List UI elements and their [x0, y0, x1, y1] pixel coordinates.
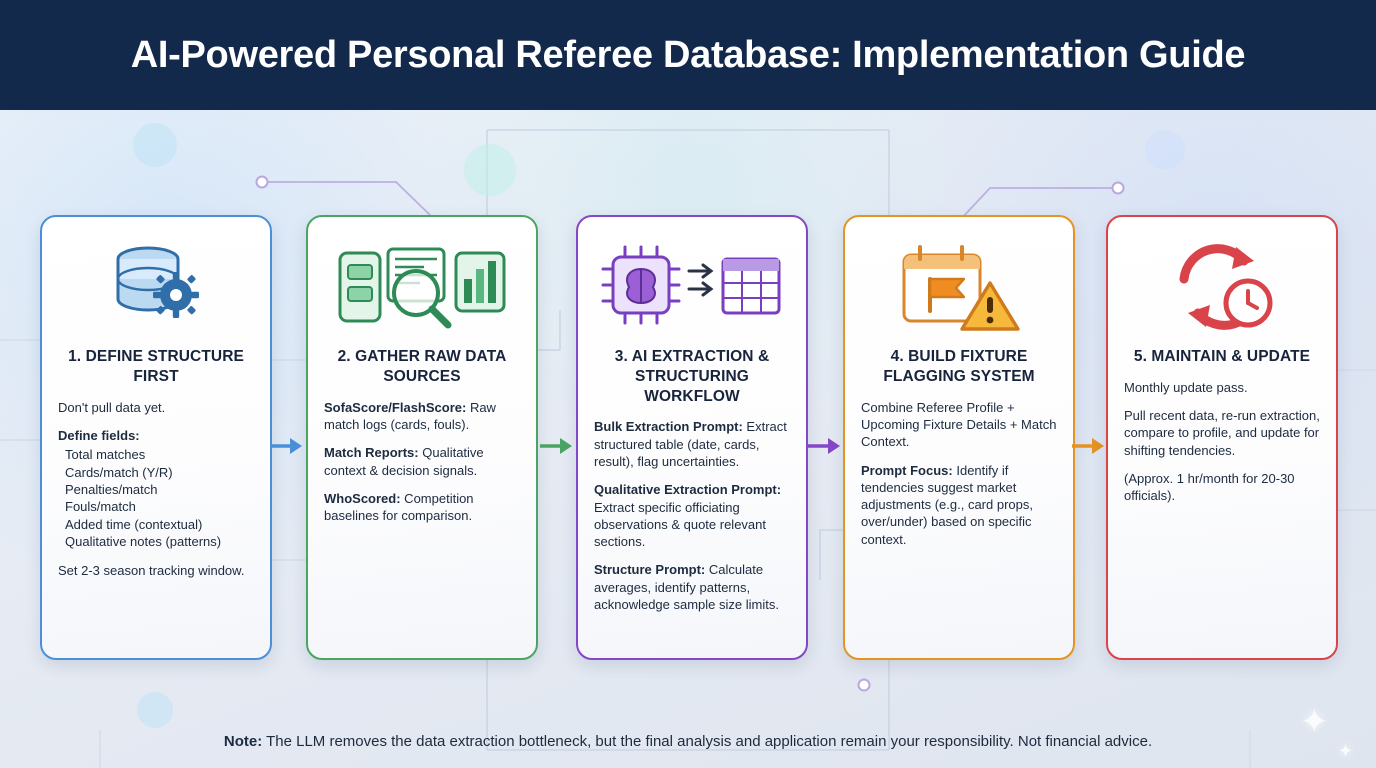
- diagram-canvas: [0, 110, 1376, 768]
- prompt-text: Identify if tendencies suggest market adjustments (e.g., card props, over/under) based on specific context.: [861, 462, 1033, 547]
- refresh-clock-icon: [1124, 231, 1320, 343]
- prompt-structure: [594, 561, 790, 613]
- source-text: Competition baselines for comparison.: [324, 490, 474, 524]
- source-label: Match Reports:: [324, 445, 419, 461]
- page-title: AI-Powered Personal Referee Database: Implementation Guide: [130, 33, 1246, 76]
- step-title: 3. AI EXTRACTION & STRUCTURING WORKFLOW: [614, 348, 770, 405]
- step-paragraph: Combine Referee Profile + Upcoming Fixture Details + Match Context.: [861, 399, 1057, 450]
- list-item: Penalties/match: [65, 482, 158, 498]
- mobile-search-chart-icon: [324, 231, 520, 343]
- database-gear-icon: [58, 231, 254, 343]
- step-field-list: [58, 427, 254, 551]
- prompt-label: Qualitative Extraction Prompt:: [594, 482, 782, 498]
- sparkle-icon: ✦: [1300, 703, 1329, 741]
- source-match-reports: [324, 444, 520, 479]
- field-list: [58, 446, 254, 550]
- step-body: [58, 399, 254, 579]
- step-body: [1124, 379, 1320, 505]
- step-card-define-structure[interactable]: [40, 215, 272, 660]
- prompt-label: Prompt Focus:: [861, 462, 953, 478]
- step-body: [861, 399, 1057, 548]
- step-title: 4. BUILD FIXTURE FLAGGING SYSTEM: [883, 348, 1035, 385]
- source-label: WhoScored:: [324, 490, 401, 506]
- prompt-bulk-extraction: [594, 418, 790, 470]
- prompt-label: Bulk Extraction Prompt:: [594, 419, 743, 435]
- step-card-maintain-update[interactable]: [1106, 215, 1338, 660]
- list-item: Qualitative notes (patterns): [65, 534, 222, 550]
- source-label: SofaScore/FlashScore:: [324, 399, 467, 415]
- list-item: Fouls/match: [65, 499, 136, 515]
- list-item: Cards/match (Y/R): [65, 464, 173, 480]
- step-body: [594, 418, 790, 613]
- sparkle-icon-small: ✦: [1338, 741, 1354, 761]
- source-sofascore: [324, 399, 520, 434]
- step-title: 5. MAINTAIN & UPDATE: [1133, 348, 1311, 365]
- arrow-step1-to-step2: [270, 435, 304, 457]
- step-paragraph: Set 2-3 season tracking window.: [58, 562, 245, 578]
- step-card-gather-data[interactable]: [306, 215, 538, 660]
- prompt-focus: [861, 462, 1057, 548]
- prompt-label: Structure Prompt:: [594, 562, 706, 578]
- source-whoscored: [324, 490, 520, 525]
- step-card-fixture-flagging[interactable]: [843, 215, 1075, 660]
- step-paragraph: (Approx. 1 hr/month for 20-30 officials).: [1124, 470, 1295, 504]
- step-title: 1. DEFINE STRUCTURE FIRST: [68, 348, 244, 385]
- page-header: [0, 0, 1376, 110]
- step-title: 2. GATHER RAW DATA SOURCES: [337, 348, 507, 385]
- step-paragraph: Pull recent data, re-run extraction, compare to profile, and update for shifting tendencies.: [1124, 408, 1320, 458]
- list-item: Total matches: [65, 447, 146, 463]
- source-text: Qualitative context & decision signals.: [324, 445, 484, 478]
- footer-note: [0, 733, 1376, 750]
- calendar-flag-warning-icon: [861, 231, 1057, 343]
- prompt-text: Calculate averages, identify patterns, acknowledge sample size limits.: [594, 562, 779, 613]
- steps-container: [0, 110, 1376, 768]
- step-body: [324, 399, 520, 525]
- arrow-step3-to-step4: [808, 435, 842, 457]
- list-item: Added time (contextual): [65, 516, 203, 532]
- prompt-qualitative-extraction: [594, 481, 790, 550]
- step-list-heading: Define fields:: [58, 427, 140, 443]
- step-card-ai-extraction[interactable]: [576, 215, 808, 660]
- ai-chip-table-icon: [594, 231, 790, 343]
- source-text: Raw match logs (cards, fouls).: [324, 399, 496, 432]
- arrow-step2-to-step3: [540, 435, 574, 457]
- step-paragraph: Monthly update pass.: [1124, 379, 1248, 395]
- footer-note-text: The LLM removes the data extraction bottleneck, but the final analysis and application remain your responsibility. Not financial advice.: [262, 733, 1153, 750]
- step-paragraph: Don't pull data yet.: [58, 399, 166, 415]
- arrow-step4-to-step5: [1072, 435, 1106, 457]
- prompt-text: Extract structured table (date, cards, result), flag uncertainties.: [594, 419, 787, 470]
- footer-note-label: Note:: [223, 733, 263, 750]
- prompt-text: Extract specific officiating observations & quote relevant sections.: [594, 499, 766, 550]
